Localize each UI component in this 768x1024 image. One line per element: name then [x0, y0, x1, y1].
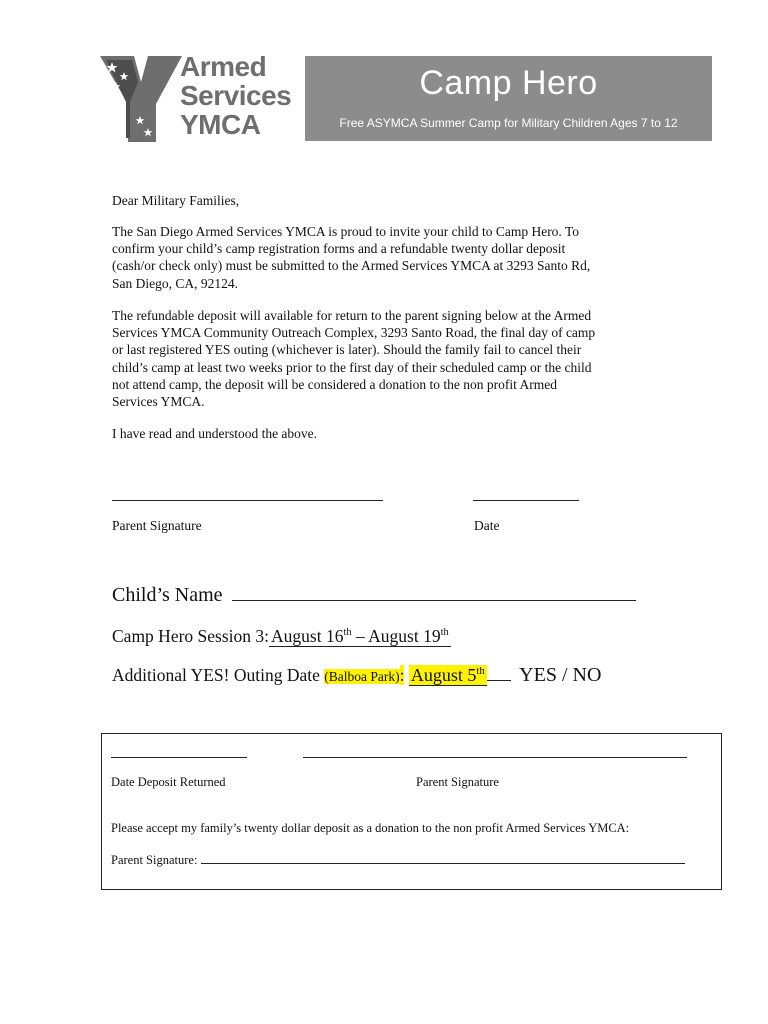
session-label: Camp Hero Session 3:: [112, 626, 270, 646]
logo-word-armed: Armed: [180, 51, 267, 82]
date-line[interactable]: [473, 500, 579, 501]
paragraph-registration: The San Diego Armed Services YMCA is proud to invite your child to Camp Hero. To confirm your child’s camp registration forms and a refundable twenty dollar deposit (cash/or check only) must be submitted to the Armed Services YMCA at 3293 Santo Rd, San Diego, CA, 92124.: [112, 224, 591, 291]
child-name-field[interactable]: [232, 582, 636, 601]
ymca-logo: [100, 52, 300, 144]
deposit-office-box: [101, 733, 722, 890]
banner-title: Camp Hero: [419, 64, 598, 102]
date-returned-line[interactable]: [111, 757, 247, 758]
outing-date-sup: th: [476, 665, 485, 677]
date-label: Date: [474, 518, 500, 533]
greeting: Dear Military Families,: [112, 193, 240, 208]
outing-label: Additional YES! Outing Date: [112, 665, 320, 685]
y-star-icon: [100, 52, 182, 144]
yes-no-choice[interactable]: YES / NO: [519, 664, 602, 686]
donation-signature-row: [111, 852, 685, 868]
outing-location: (Balboa Park): [324, 669, 400, 684]
session-start: August 16: [271, 626, 344, 646]
child-name-row: [112, 582, 636, 607]
outing-date-text: August 5: [410, 665, 477, 685]
session-end-sup: th: [440, 627, 449, 639]
donation-signature-label: Parent Signature:: [111, 853, 198, 867]
session-start-sup: th: [343, 627, 352, 639]
session-dash: –: [356, 626, 365, 646]
outing-date: [409, 665, 487, 686]
logo-word-services: Services: [180, 80, 292, 111]
session-end: August 19: [368, 626, 441, 646]
parent-signature-line[interactable]: [112, 500, 383, 501]
office-parent-signature-line[interactable]: [303, 757, 687, 758]
outing-row: [112, 664, 601, 687]
logo-word-ymca: YMCA: [180, 109, 261, 140]
acknowledgement: I have read and understood the above.: [112, 426, 318, 441]
date-returned-label: Date Deposit Returned: [111, 775, 226, 789]
logo-wordmark: [180, 52, 300, 139]
child-name-label: Child’s Name: [112, 584, 223, 606]
session-dates: [269, 626, 451, 647]
session-row: [112, 626, 451, 647]
parent-signature-label: Parent Signature: [112, 518, 202, 533]
camp-banner: [305, 56, 712, 141]
donation-signature-line[interactable]: [201, 852, 685, 864]
donation-text: Please accept my family’s twenty dollar deposit as a donation to the non profit Armed Services YMCA:: [111, 821, 630, 835]
banner-subtitle: Free ASYMCA Summer Camp for Military Children Ages 7 to 12: [339, 116, 678, 130]
paragraph-deposit: The refundable deposit will available for return to the parent signing below at the Armed Services YMCA Community Outreach Complex, 3293 Santo Road, the final day of camp or last registered YES outing (whichever is later). Should the family fail to cancel their child’s camp at least two weeks prior to the first day of their scheduled camp or the child not attend camp, the deposit will be considered a donation to the non profit Armed Services YMCA.: [112, 308, 596, 410]
outing-colon: :: [399, 665, 405, 685]
office-parent-signature-label: Parent Signature: [416, 775, 499, 789]
